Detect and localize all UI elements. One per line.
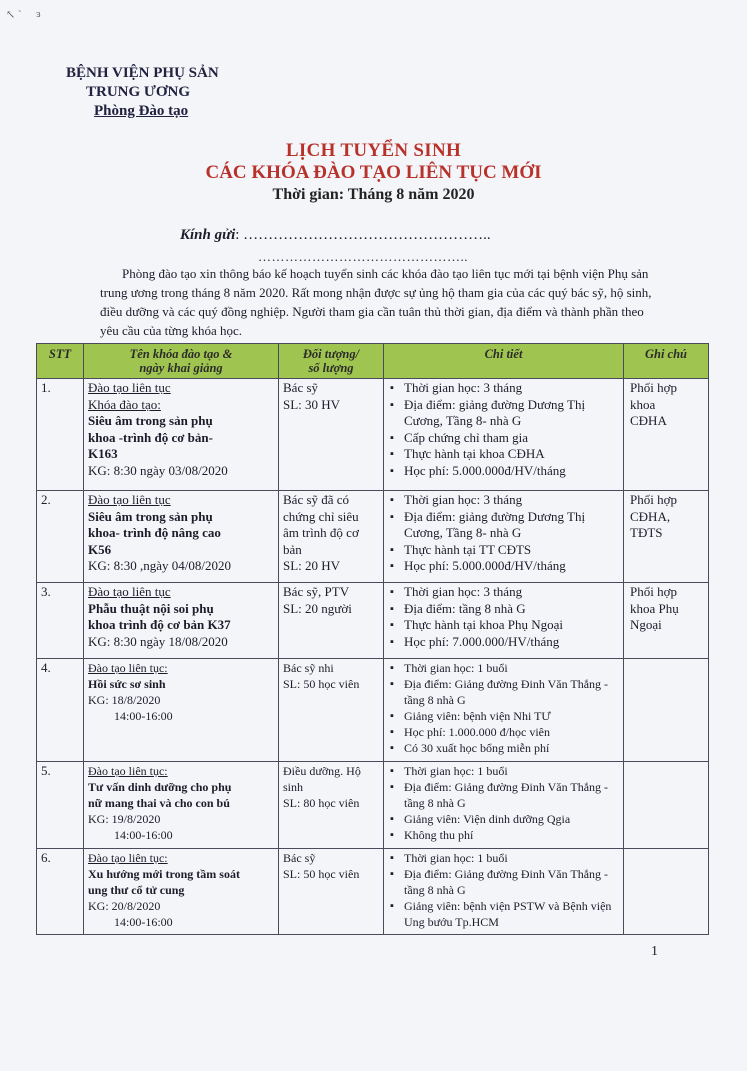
note-line: CĐHA, [630,508,671,524]
course-type: Đào tạo liên tục: [88,851,168,865]
details-list [388,850,619,930]
course-type: Đào tạo liên tục: [88,764,168,778]
target-line: bản [283,541,302,557]
row-stt: 1. [37,379,84,491]
document-subtitle: Thời gian: Tháng 8 năm 2020 [272,186,475,203]
details-list [388,584,619,650]
row-notes [624,583,709,659]
detail-item: ▪ Không thu phí [388,827,619,843]
row-target [279,379,384,491]
detail-item: ▪ Có 30 xuất học bổng miễn phí [388,740,619,756]
scan-mark: ɜ [36,8,41,20]
salutation-dots: : ………………………………………….. [235,227,491,243]
detail-item: ▪ Thời gian học: 1 buổi [388,763,619,779]
row-stt: 6. [37,849,84,935]
row-details [384,849,624,935]
table-header-row [37,344,709,379]
course-name: khoa -trình độ cơ bản- [88,429,213,445]
course-name: Xu hướng mới trong tầm soát [88,867,240,881]
course-name: Siêu âm trong sản phụ [88,508,213,524]
detail-item: ▪ Địa điểm: giảng đường Dương Thị Cương, Tầng 8- nhà G [388,509,619,542]
target-line: SL: 50 học viên [283,867,360,881]
details-list [388,492,619,575]
detail-item: ▪ Địa điểm: Giảng đường Đinh Văn Thắng - tầng 8 nhà G [388,676,619,708]
course-start: KG: 20/8/2020 [88,899,161,913]
salutation [180,227,491,244]
table-row [37,583,709,659]
table-row [37,659,709,762]
header-course-line2: ngày khai giảng [139,361,223,375]
hospital-header [66,64,219,121]
table-row [37,491,709,583]
header-target-line2: số lượng [308,361,354,375]
header-course-line1: Tên khóa đào tạo & [129,347,233,361]
hospital-name-line1: BỆNH VIỆN PHỤ SẢN [66,65,219,81]
target-line: sinh [283,780,304,794]
document-title-line1: LỊCH TUYỂN SINH [285,140,462,161]
detail-item: ▪ Học phí: 1.000.000 đ/học viên [388,724,619,740]
row-course [84,659,279,762]
course-start: KG: 18/8/2020 [88,693,161,707]
note-line: Ngoại [630,617,662,632]
page-number: 1 [651,944,658,959]
detail-item: ▪ Địa điểm: giảng đường Dương Thị Cương, Tầng 8- nhà G [388,397,619,430]
course-subtype: Khóa đào tạo: [88,396,161,412]
course-name: Hồi sức sơ sinh [88,677,166,691]
note-line: khoa Phụ [630,600,679,616]
detail-item: ▪ Giảng viên: bệnh viện Nhi TƯ [388,708,619,724]
target-line: Bác sỹ, PTV [283,584,350,599]
row-course [84,762,279,849]
target-line: Điều dưỡng. Hộ [283,764,361,778]
note-line: Phối hợp [630,492,677,507]
target-line: chứng chỉ siêu [283,508,359,524]
row-details [384,583,624,659]
target-line: SL: 30 HV [283,396,341,412]
detail-item: ▪ Địa điểm: Giảng đường Đinh Văn Thắng - tầng 8 nhà G [388,866,619,898]
row-target [279,491,384,583]
header-target [279,344,384,379]
note-line: TĐTS [630,525,663,540]
row-notes [624,659,709,762]
intro-text: Phòng đào tạo xin thông báo kế hoạch tuyển sinh các khóa đào tạo liên tục mới tại bệnh viện Phụ sản trung ương trong tháng 8 năm 2020. Rất mong nhận được sự ủng hộ tham gia của các quý bác sỹ, hộ sinh, điều dưỡng và các quý đồng nghiệp. Người tham gia cần tuân thủ thời gian, địa điểm và thành phần theo yêu cầu của từng khóa học. [100,266,652,338]
row-course [84,583,279,659]
course-type: Đào tạo liên tục: [88,661,168,675]
row-notes [624,379,709,491]
detail-item: ▪ Thời gian học: 1 buổi [388,660,619,676]
detail-item: ▪ Địa điểm: tầng 8 nhà G [388,601,619,618]
course-start: KG: 8:30 ngày 03/08/2020 [88,462,228,478]
course-name: khoa- trình độ nâng cao [88,525,221,540]
target-line: Bác sỹ đã có [283,492,350,507]
note-line: Phối hợp [630,380,677,395]
target-line: SL: 20 người [283,600,352,616]
detail-item: ▪ Cấp chứng chỉ tham gia [388,430,619,447]
row-course [84,379,279,491]
row-stt: 2. [37,491,84,583]
detail-item: ▪ Thực hành tại khoa CĐHA [388,446,619,463]
table-row [37,849,709,935]
salutation-dots-line2: ……………………………………….. [258,249,468,264]
course-name: Siêu âm trong sản phụ [88,413,213,428]
course-name: ung thư cổ tử cung [88,883,185,897]
course-start: 14:00-16:00 [114,709,173,723]
course-type: Đào tạo liên tục [88,584,171,599]
table-row [37,762,709,849]
course-name: Phẫu thuật nội soi phụ [88,600,214,616]
header-course [84,344,279,379]
note-line: khoa [630,396,656,412]
target-line: SL: 20 HV [283,558,341,573]
detail-item: ▪ Học phí: 5.000.000đ/HV/tháng [388,558,619,575]
detail-item: ▪ Thời gian học: 1 buổi [388,850,619,866]
detail-item: ▪ Thực hành tại TT CĐTS [388,542,619,559]
row-target [279,762,384,849]
row-details [384,491,624,583]
row-details [384,762,624,849]
detail-item: ▪ Thực hành tại khoa Phụ Ngoại [388,617,619,634]
course-name: K56 [88,541,112,557]
row-stt: 3. [37,583,84,659]
course-name: nữ mang thai và cho con bú [88,796,230,810]
department-name: Phòng Đào tạo [94,103,189,119]
details-list [388,380,619,479]
target-line: âm trình độ cơ [283,525,359,540]
course-type: Đào tạo liên tục [88,492,171,507]
course-name: Tư vấn dinh dưỡng cho phụ [88,780,232,794]
course-name: khoa trình độ cơ bản K37 [88,617,231,632]
target-line: Bác sỹ [283,851,316,865]
row-course [84,849,279,935]
row-stt: 5. [37,762,84,849]
header-notes: Ghi chú [624,344,709,379]
details-list [388,763,619,843]
course-start: KG: 19/8/2020 [88,812,161,826]
target-line: SL: 80 học viên [283,796,360,810]
intro-paragraph [100,264,660,340]
row-notes [624,849,709,935]
salutation-label: Kính gửi [180,227,236,243]
header-details: Chi tiết [384,344,624,379]
course-start: 14:00-16:00 [114,915,173,929]
detail-item: ▪ Giảng viên: Viện dinh dưỡng Qgia [388,811,619,827]
row-notes [624,762,709,849]
header-stt: STT [37,344,84,379]
detail-item: ▪ Địa điểm: Giảng đường Đinh Văn Thắng - tầng 8 nhà G [388,779,619,811]
hospital-name-line2: TRUNG ƯƠNG [86,84,191,100]
detail-item: ▪ Thời gian học: 3 tháng [388,380,619,397]
course-type: Đào tạo liên tục [88,380,171,395]
row-details [384,659,624,762]
row-target [279,659,384,762]
detail-item: ▪ Thời gian học: 3 tháng [388,492,619,509]
row-details [384,379,624,491]
course-start: KG: 8:30 ngày 18/08/2020 [88,633,228,649]
course-start: KG: 8:30 ,ngày 04/08/2020 [88,558,231,573]
course-start: 14:00-16:00 [114,828,173,842]
note-line: Phối hợp [630,584,677,599]
table-row [37,379,709,491]
row-target [279,849,384,935]
header-target-line1: Đối tượng/ [302,347,360,361]
target-line: SL: 50 học viên [283,677,360,691]
row-stt: 4. [37,659,84,762]
course-name: K163 [88,446,118,461]
row-course [84,491,279,583]
detail-item: ▪ Giảng viên: bệnh viện PSTW và Bệnh viện Ung bướu Tp.HCM [388,898,619,930]
target-line: Bác sỹ [283,380,319,395]
document-title-line2: CÁC KHÓA ĐÀO TẠO LIÊN TỤC MỚI [205,162,542,183]
row-target [279,583,384,659]
note-line: CĐHA [630,413,667,428]
detail-item: ▪ Học phí: 5.000.000đ/HV/tháng [388,463,619,480]
target-line: Bác sỹ nhi [283,661,334,675]
course-schedule-table [36,343,709,935]
scan-mark: ↖ ˋ [6,9,22,21]
detail-item: ▪ Thời gian học: 3 tháng [388,584,619,601]
row-notes [624,491,709,583]
detail-item: ▪ Học phí: 7.000.000/HV/tháng [388,634,619,651]
details-list [388,660,619,756]
